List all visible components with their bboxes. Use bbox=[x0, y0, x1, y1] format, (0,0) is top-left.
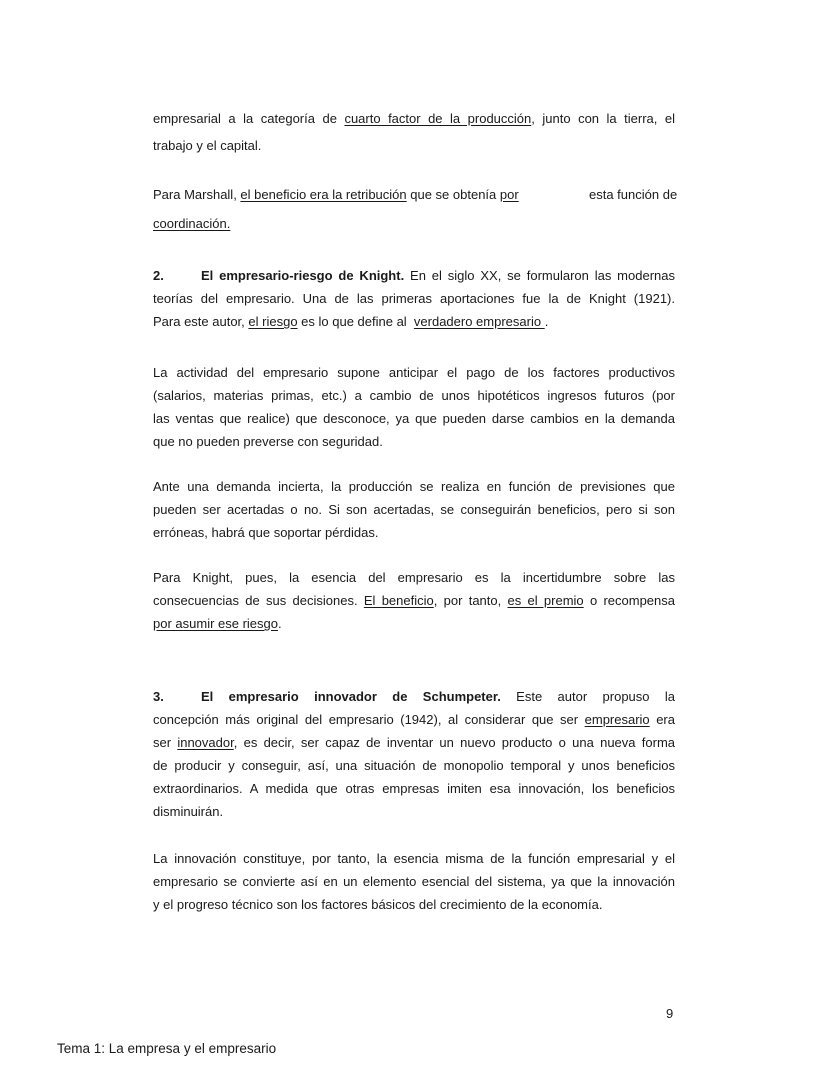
underlined-phrase: el beneficio era la retribución bbox=[240, 187, 407, 202]
underlined-phrase: coordinación. bbox=[153, 216, 231, 231]
text-line: empresario se convierte así en un elemento esencial del sistema, ya que la innovación bbox=[153, 874, 675, 889]
section-heading-line: 2. El empresario-riesgo de Knight. En el siglo XX, se formularon las modernas bbox=[153, 264, 675, 287]
text-line: La innovación constituye, por tanto, la esencia misma de la función empresarial y el bbox=[153, 851, 675, 866]
paragraph-incertidumbre bbox=[153, 566, 675, 635]
underlined-phrase: cuarto factor de la producción bbox=[344, 111, 532, 126]
text-line: de producir y conseguir, así, una situación de monopolio temporal y unos beneficios bbox=[153, 758, 675, 773]
section-knight bbox=[153, 264, 675, 333]
paragraph-demanda bbox=[153, 475, 675, 544]
text-line: disminuirán. bbox=[153, 804, 224, 819]
text-line: concepción más original del empresario (1942), al considerar que ser empresario era bbox=[153, 712, 675, 727]
text-line: Ante una demanda incierta, la producción se realiza en función de previsiones que bbox=[153, 479, 675, 494]
text-line: trabajo y el capital. bbox=[153, 138, 262, 153]
paragraph-actividad bbox=[153, 361, 675, 453]
page-footer: Tema 1: La empresa y el empresario bbox=[57, 1041, 277, 1056]
text-line: teorías del empresario. Una de las primeras aportaciones fue la de Knight (1921). bbox=[153, 291, 675, 306]
underlined-phrase: El beneficio bbox=[363, 593, 434, 608]
underlined-phrase: por asumir ese riesgo bbox=[153, 616, 278, 631]
text-line: Para Knight, pues, la esencia del empresario es la incertidumbre sobre las bbox=[153, 570, 675, 585]
text-line: (salarios, materias primas, etc.) a cambio de unos hipotéticos ingresos futuros (por bbox=[153, 388, 675, 403]
section-heading-line: 3. El empresario innovador de Schumpeter. Este autor propuso la bbox=[153, 685, 675, 708]
text-line: por asumir ese riesgo. bbox=[153, 616, 282, 631]
underlined-phrase: empresario bbox=[584, 712, 650, 727]
text-line: las ventas que realice) que desconoce, ya que pueden darse cambios en la demanda bbox=[153, 411, 675, 426]
text-line: consecuencias de sus decisiones. El beneficio, por tanto, es el premio o recompensa bbox=[153, 593, 675, 608]
underlined-phrase: innovador bbox=[177, 735, 234, 750]
underlined-phrase: verdadero empresario bbox=[413, 314, 545, 329]
text-line: La actividad del empresario supone anticipar el pago de los factores productivos bbox=[153, 365, 675, 380]
text-line: que no pueden preverse con seguridad. bbox=[153, 434, 383, 449]
text-line: pueden ser acertadas o no. Si son acertadas, se conseguirán beneficios, pero si son bbox=[153, 502, 675, 517]
paragraph-factor-produccion bbox=[153, 107, 675, 157]
paragraph-marshall bbox=[153, 183, 683, 235]
paragraph-innovacion bbox=[153, 847, 675, 916]
underlined-phrase: es el premio bbox=[507, 593, 584, 608]
text-line: extraordinarios. A medida que otras empresas imiten esa innovación, los beneficios bbox=[153, 781, 675, 796]
text-line: Para este autor, el riesgo es lo que define al verdadero empresario . bbox=[153, 314, 549, 329]
section-heading: El empresario innovador de Schumpeter. bbox=[201, 689, 501, 704]
underlined-phrase: por bbox=[499, 187, 519, 202]
underlined-phrase: el riesgo bbox=[248, 314, 298, 329]
section-number: 3. bbox=[153, 689, 164, 704]
text-line: Para Marshall, el beneficio era la retribución que se obtenía por esta función de bbox=[153, 187, 678, 202]
section-heading: El empresario-riesgo de Knight. bbox=[201, 268, 405, 283]
text-line: ser innovador, es decir, ser capaz de inventar un nuevo producto o una nueva forma bbox=[153, 735, 675, 750]
section-schumpeter bbox=[153, 685, 675, 823]
text-line: empresarial a la categoría de cuarto factor de la producción, junto con la tierra, el bbox=[153, 111, 675, 126]
text-line: y el progreso técnico son los factores básicos del crecimiento de la economía. bbox=[153, 897, 603, 912]
page-number: 9 bbox=[666, 1006, 674, 1021]
text-line: erróneas, habrá que soportar pérdidas. bbox=[153, 525, 379, 540]
section-number: 2. bbox=[153, 268, 164, 283]
